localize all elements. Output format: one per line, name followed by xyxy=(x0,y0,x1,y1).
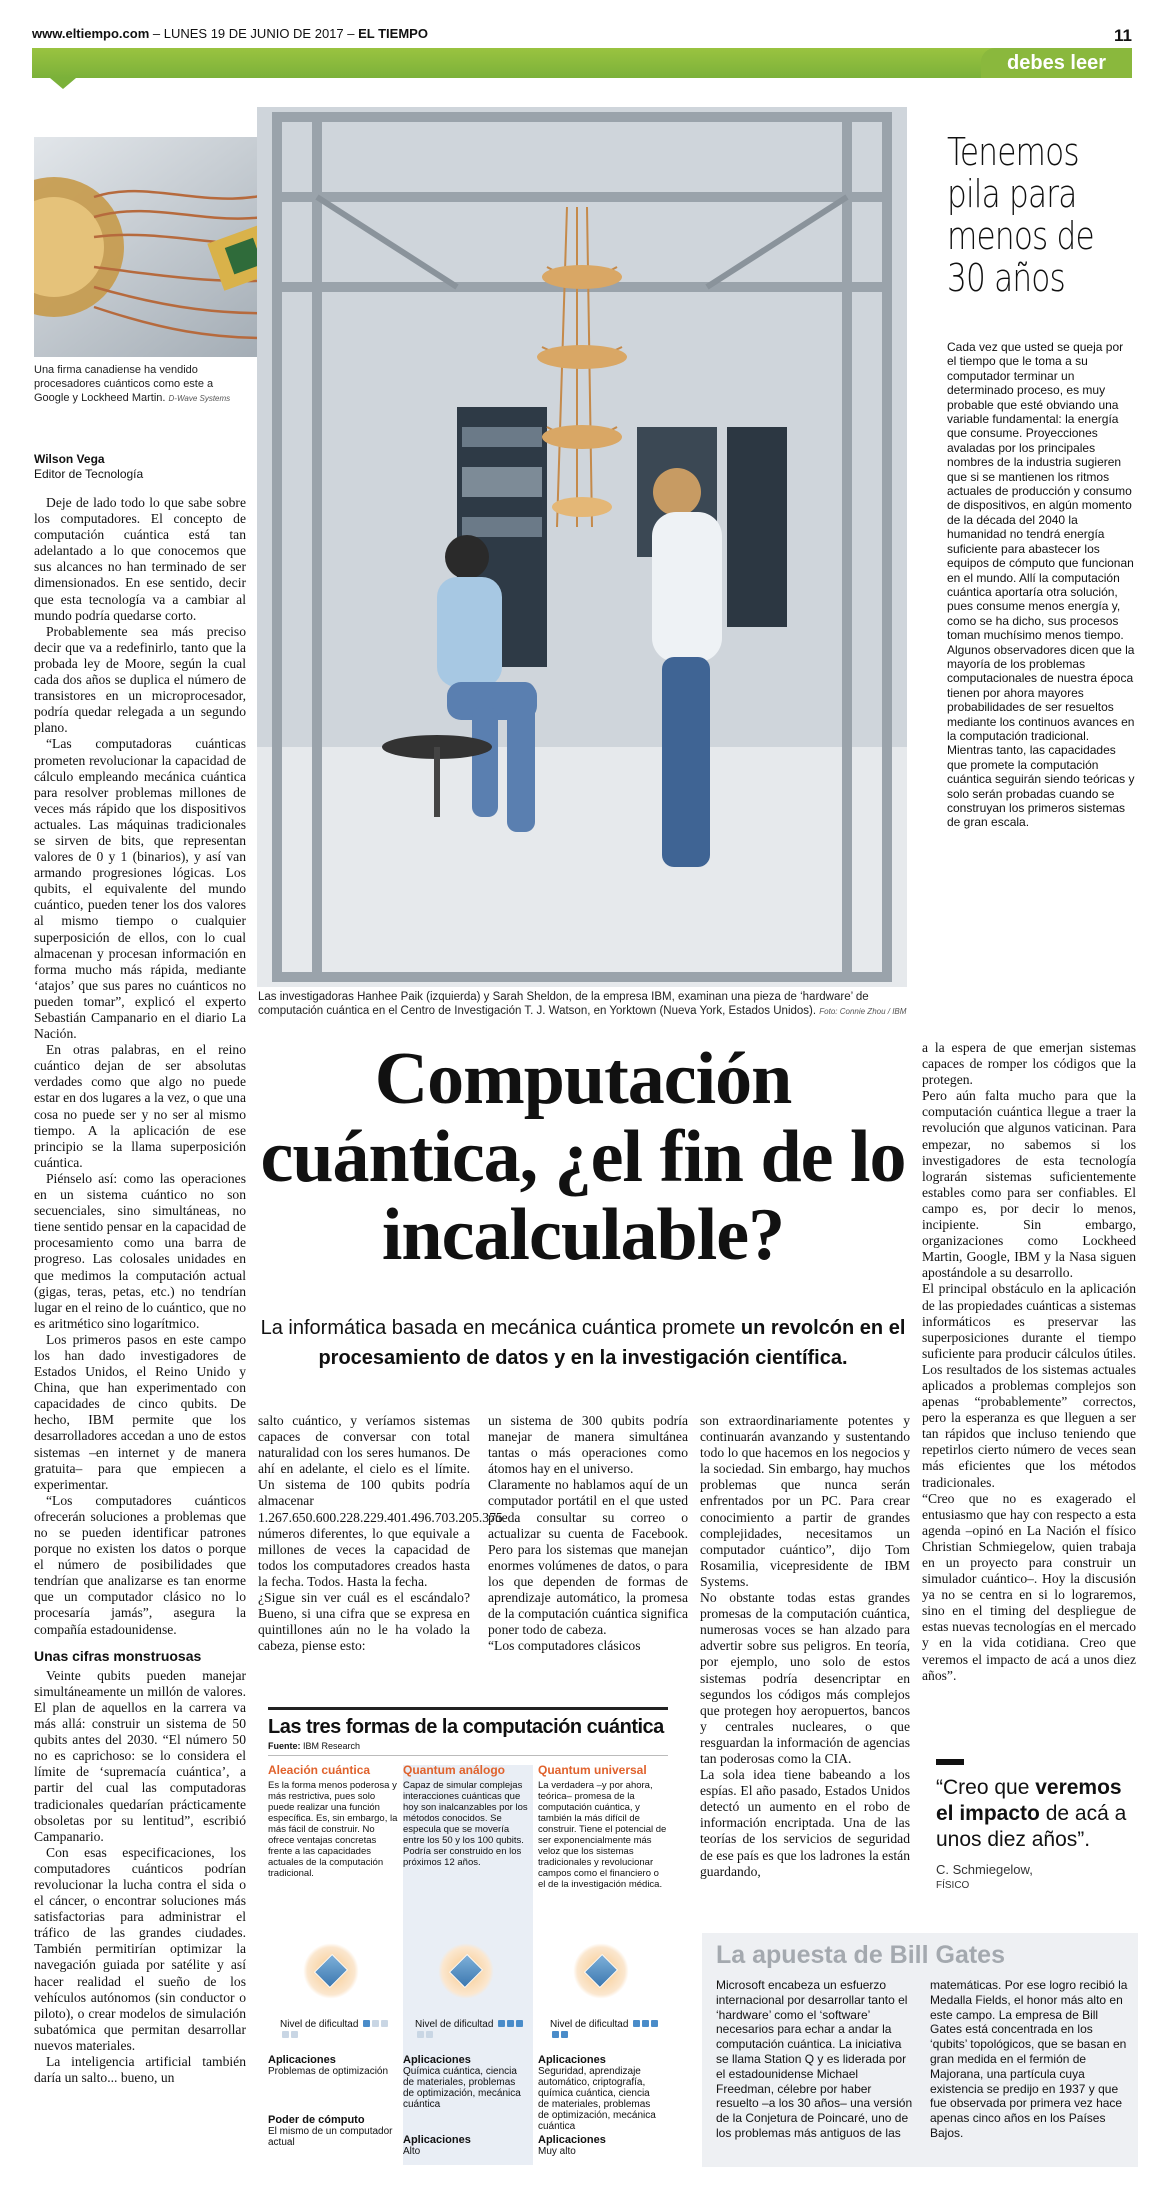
left-column xyxy=(34,495,246,2086)
qubit-cube-icon xyxy=(573,1943,629,1999)
difficulty-meter: Nivel de dificultad xyxy=(415,2019,530,2041)
difficulty-dot xyxy=(633,2020,640,2027)
difficulty-dot xyxy=(417,2031,424,2038)
difficulty-dot xyxy=(561,2031,568,2038)
difficulty-meter: Nivel de dificultad xyxy=(280,2019,395,2041)
difficulty-dot xyxy=(426,2031,433,2038)
deck-bold: un revolcón en el procesamiento de datos y en la investigación científica. xyxy=(318,1317,906,1369)
computing-power: Poder de cómputo El mismo de un computador actual xyxy=(268,2114,393,2148)
column-heading: Quantum universal xyxy=(538,1763,647,1777)
infographic xyxy=(268,1707,668,2167)
difficulty-dot xyxy=(642,2020,649,2027)
author-name: Wilson Vega xyxy=(34,452,105,466)
deck xyxy=(258,1313,908,1373)
column-description: Capaz de simular complejas interacciones cuánticas que hoy son inalcanzables por los métodos conocidos. Se especula que se movería entre los 50 y los 100 qubits. Podría ser construido en los próximos 12 años. xyxy=(403,1780,528,1868)
column-description: Es la forma menos poderosa y más restrictiva, pues solo puede realizar una función específica. Es, sin embargo, la más fácil de construir. No ofrece ventajas concretas frente a las capacidades actuales de la computación tradicional. xyxy=(268,1780,398,1879)
lab-caption: Las investigadoras Hanhee Paik (izquierda) y Sarah Sheldon, de la empresa IBM, examinan una pieza de ‘hardware’ de computación cuántica en el Centro de Investigación T. J. Watson, en Yorktown (Nueva York, Estados Unidos). Foto: Connie Zhou / IBM xyxy=(258,991,907,1017)
author-role: Editor de Tecnología xyxy=(34,467,144,481)
difficulty-dot xyxy=(363,2020,370,2027)
pull-quote: “Creo que veremos el impacto de acá a unos diez años”. xyxy=(936,1776,1127,1851)
difficulty-dot xyxy=(552,2031,559,2038)
difficulty-dot xyxy=(381,2020,388,2027)
applications: Aplicaciones Problemas de optimización xyxy=(268,2054,389,2077)
section-bar xyxy=(32,48,1132,78)
site-url: www.eltiempo.com xyxy=(32,26,150,41)
qubit-cube-icon xyxy=(303,1943,359,1999)
pull-quote-attribution: C. Schmiegelow, FÍSICO xyxy=(936,1862,1033,1891)
infographic-column-alloy xyxy=(268,1765,398,2165)
sidebar-title: Tenemos pila para menos de 30 años xyxy=(947,130,1094,300)
paragraph: Con esas especificaciones, los computadores cuánticos podrían revolucionar la lucha contra el sida o el cáncer, o encontrar soluciones más satisfactorias para administrar el tráfico de las grandes ciudades. También permitirían optimizar la navegación guiada por satélite y así hacer realidad el sueño de los vehículos autónomos (sin conductor o piloto), o crear modelos de simulación subatómica que permitan desarrollar nuevos materiales. xyxy=(34,1844,246,2053)
difficulty-dot xyxy=(498,2020,505,2027)
ibm-lab-photo xyxy=(257,107,907,987)
infographic-source: Fuente: IBM Research xyxy=(268,1741,668,1756)
difficulty-meter: Nivel de dificultad xyxy=(550,2019,665,2041)
deck-plain: La informática basada en mecánica cuántica promete xyxy=(260,1317,736,1339)
page-number: 11 xyxy=(1114,26,1132,45)
middle-column-1: salto cuántico, y veríamos sistemas capaces de conversar con total naturalidad con los seres humanos. De ahí en adelante, el cielo es el límite. Un sistema de 100 qubits podría almacenar 1.267.650.600.228.229.401.496.703.205.375 números diferentes, lo que equivale a millones de veces la capacidad de todos los computadores creados hasta la fecha. Todos. Hasta la fecha. ¿Sigue sin ver cuál es el escándalo? Bueno, si una cifra que se expresa en quintillones aún no le ha volado la cabeza, piense esto: xyxy=(258,1413,503,1654)
computing-power: Aplicaciones Muy alto xyxy=(538,2134,606,2157)
paragraph: “Los computadores cuánticos ofrecerán soluciones a problemas que no se pueden identificar patrones porque no existen los datos o porque el número de posibilidades que tendrían que analizarse es tan enorme que un computador clásico no lo procesaría jamás”, asegura la compañía estadounidense. xyxy=(34,1492,246,1637)
difficulty-dot xyxy=(507,2020,514,2027)
infographic-title: Las tres formas de la computación cuántica xyxy=(268,1716,664,1738)
bill-gates-text-2: matemáticas. Por ese logro recibió la Medalla Fields, el honor más alto en este campo. La empresa de Bill Gates está concentrada en los ‘qubits’ topológicos, que se basan en gran medida en el fermión de Majorana, una partícula cuya existencia se predijo en 1937 y que fue observada por primera vez hace apenas cinco años en los Países Bajos. xyxy=(930,1978,1128,2140)
difficulty-dot xyxy=(651,2020,658,2027)
column-heading: Aleación cuántica xyxy=(268,1763,371,1777)
paragraph: Probablemente sea más preciso decir que va a redefinirlo, tanto que la probada ley de Moore, según la cual cada dos años se duplica el número de transistores en un microprocesador, podría quedar relegada a un segundo plano. xyxy=(34,623,246,736)
main-headline: Computación cuántica, ¿el fin de lo incalculable? xyxy=(260,1038,906,1276)
section-bar-pointer xyxy=(50,78,76,89)
difficulty-dot xyxy=(516,2020,523,2027)
paragraph: “Las computadoras cuánticas prometen revolucionar la capacidad de cálculo empleando mecánica cuántica para resolver problemas millones de veces más rápido que los dispositivos actuales. Las máquinas tradicionales se sirven de bits, que representan valores de 0 y 1 (binarios), y así van armando progresiones lógicas. Los qubits, el equivalente del mundo cuántico, pueden tener los dos valores al mismo tiempo o cualquier superposición de ellos, con lo cual almacenan y procesan información en forma mucho más rápida, mediante ‘atajos’ que sus pares no cuánticos no pueden tomar”, explicó el experto Sebastián Campanario en el diario La Nación. xyxy=(34,736,246,1042)
paragraph: Los primeros pasos en este campo los han dado investigadores de Estados Unidos, el Reino Unido y China, que han experimentado con capacidades de cinco qubits. De hecho, IBM permite que los desarrolladores accedan a uno de estos sistemas –en internet y de manera gratuita– para que empiecen a experimentar. xyxy=(34,1331,246,1492)
quote-rule xyxy=(936,1759,964,1765)
infographic-column-analog xyxy=(403,1765,533,2165)
paper-name: EL TIEMPO xyxy=(358,26,428,41)
paragraph: En otras palabras, en el reino cuántico dejan de ser absolutas verdades como que algo no puede estar en dos lugares a la vez, o que una cosa no puede ser y no ser al mismo tiempo. A la aplicación de ese principio se la llama superposición cuántica. xyxy=(34,1042,246,1170)
middle-column-2: un sistema de 300 qubits podría manejar de manera simultánea tantas o más operaciones como átomos hay en el universo. Claramente no hablamos aquí de un computador portátil en el que usted pueda consultar su correo o actualizar su cuenta de Facebook. Pero para los sistemas que manejan enormes volúmenes de datos, o para los que dependen de formas de aprendizaje automático, la promesa de la computación cuántica significa poner todo de cabeza. “Los computadores clásicos xyxy=(488,1413,688,1654)
infographic-column-universal xyxy=(538,1765,668,2165)
section-tag: debes leer xyxy=(981,48,1132,78)
applications: Aplicaciones Química cuántica, ciencia de materiales, problemas de optimización, mecánica cuántica xyxy=(403,2054,521,2110)
computing-power: Aplicaciones Alto xyxy=(403,2134,471,2157)
applications: Aplicaciones Seguridad, aprendizaje automático, criptografía, química cuántica, ciencia de materiales, problemas de optimización, mecánica cuántica xyxy=(538,2054,656,2132)
bill-gates-title: La apuesta de Bill Gates xyxy=(716,1941,1005,1969)
sidebar-text: Cada vez que usted se queja por el tiempo que le toma a su computador terminar un determinado proceso, es muy probable que esté obviando una variable fundamental: la energía que consume. Proyecciones avaladas por los principales nombres de la industria sugieren que si se mantienen los ritmos actuales de producción y consumo de dispositivos, en algún momento de la década del 2040 la humanidad no tendrá energía suficiente para abastecer los equipos de cómputo que funcionan en el mundo. Allí la computación cuántica aportaría otra solución, pues consume menos energía y, como se ha dicho, sus procesos toman muchísimo menos tiempo. Algunos observadores dicen que la mayoría de los problemas computacionales de nuestra época tienen por ahora mayores probabilidades de ser resueltos mediante los continuos avances en la computación tradicional. Mientras tanto, las capacidades que promete la computación cuántica seguirán siendo teóricas y solo serán probadas cuando se construyan los primeros sistemas de gran escala. xyxy=(947,340,1135,830)
right-column: a la espera de que emerjan sistemas capaces de romper los códigos que la protegen. Pero aún falta mucho para que la computación cuántica llegue a traer la revolución que algunos vaticinan. Para empezar, no sabemos si los investigadores de esta tecnología lograrán sistemas suficientemente estables como para ser confiables. El campo es, por decir lo menos, incipiente. Sin embargo, organizaciones como Lockheed Martin, Google, IBM y la Nasa siguen apostándole a su desarrollo. El principal obstáculo en la aplicación de las propiedades cuánticas a sistemas informáticos es preservar las superposiciones durante el tiempo suficiente para producir cálculos útiles. Los resultados de los sistemas actuales aplicados a problemas complejos son apenas “probablemente” correctos, pero la esperanza es que lleguen a ser tan rápidos que incluso teniendo que repetirlos cierto número de veces sean más eficientes que los métodos tradicionales. “Creo que no es exagerado el entusiasmo que hay con respecto a esta agenda –opinó en La Nación el físico Christian Schmiegelow, quien trabaja en un proyecto para construir un simulador cuántico–. Hoy la discusión ya no se centra en si lo lograremos, sino en el timing del despliegue de estas nuevas tecnologías en el mercado y en la vida cotidiana. Creo que veremos el impacto de acá a unos diez años”. xyxy=(922,1040,1136,1683)
qubit-cube-icon xyxy=(438,1943,494,1999)
paragraph: Piénselo así: como las operaciones en un sistema cuántico no son secuenciales, sino simultáneas, no tiene sentido pensar en la capacidad de procesamiento como una barra de progreso. Las colosales unidades en que medimos la computación actual (gigas, teras, petas, etc.) no tendrían lugar en el reino de lo cuántico, que no es aritmético sino logarítmico. xyxy=(34,1170,246,1331)
difficulty-dot xyxy=(372,2020,379,2027)
chip-caption: Una firma canadiense ha vendido procesadores cuánticos como este a Google y Lockheed Martin. D-Wave Systems xyxy=(34,364,231,404)
paragraph: La inteligencia artificial también daría un salto... bueno, un xyxy=(34,2054,246,2086)
paragraph: Veinte qubits pueden manejar simultáneamente un millón de valores. El plan de aquellos en la carrera va más allá: construir un sistema de 50 qubits antes del 2030. “El número 50 no es caprichoso: se lo considera el límite de ‘supremacía cuántica’, a partir del cual las computadoras tradicionales quedarían prácticamente obsoletas por su lentitud”, escribió Campanario. xyxy=(34,1667,246,1844)
column-description: La verdadera –y por ahora, teórica– promesa de la computación cuántica, y también la más difícil de construir. Tiene el potencial de ser exponencialmente más veloz que los sistemas tradicionales y revolucionar campos como el financiero o el de la investigación médica. xyxy=(538,1780,667,1890)
paragraph: Deje de lado todo lo que sabe sobre los computadores. El concepto de computación cuántica está tan adelantado a lo que conocemos que sus alcances no han terminado de ser dimensionados. En ese sentido, decir que esta tecnología va a cambiar al mundo podría quedarse corto. xyxy=(34,495,246,623)
difficulty-dot xyxy=(282,2031,289,2038)
bill-gates-text-1: Microsoft encabeza un esfuerzo internacional por desarrollar tanto el ‘hardware’ como el ‘software’ necesarios para echar a andar la computación cuántica. La iniciativa se llama Station Q y es liderada por el estadounidense Michael Freedman, célebre por haber resuelto –a los 30 años– una versión de la Conjetura de Poincaré, uno de los problemas más antiguos de las xyxy=(716,1978,913,2140)
middle-column-3: son extraordinariamente potentes y continuarán avanzando y sustentando todo lo que hacemos en los negocios y la sociedad. Sin embargo, hay muchos problemas que nunca serán enfrentados por un PC. Para crear conocimiento a partir de grandes complejidades, necesitamos un computador cuántico”, dijo Tom Rosamilia, vicepresidente de IBM Systems. No obstante todas estas grandes promesas de la computación cuántica, numerosas voces se han alzado para advertir sobre sus peligros. En teoría, por ejemplo, uno solo de estos sistemas podría desencriptar en segundos los códigos más complejos que protegen hoy aeropuertos, bancos y centrales nucleares, o que resguardan la información de agencias tan poderosas como la CIA. La sola idea tiene babeando a los espías. El año pasado, Estados Unidos detectó un aumento en el robo de información encriptada. Una de las teorías de los servicios de seguridad de ese país es que los ladrones la están guardando, xyxy=(700,1413,910,1879)
section-subhead: Unas cifras monstruosas xyxy=(34,1647,202,1664)
page-header: www.eltiempo.com – LUNES 19 DE JUNIO DE 2017 – EL TIEMPO 11 xyxy=(32,26,1132,45)
column-heading: Quantum análogo xyxy=(403,1763,505,1777)
issue-date: LUNES 19 DE JUNIO DE 2017 xyxy=(163,26,344,41)
difficulty-dot xyxy=(291,2031,298,2038)
byline xyxy=(34,452,244,482)
